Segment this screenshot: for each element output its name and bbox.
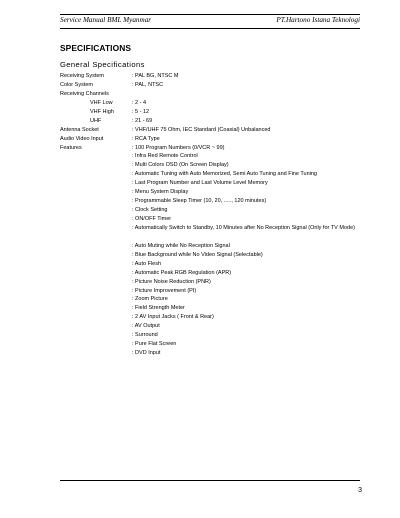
spec-row [60, 242, 360, 251]
spec-value: : DVD Input [132, 350, 161, 357]
spec-row [60, 108, 360, 117]
spec-value: : Zoom Picture [132, 296, 168, 303]
spec-value: : Last Program Number and Last Volume Level Memory [132, 180, 268, 187]
spec-row [60, 331, 360, 340]
spec-row [60, 295, 360, 304]
spec-row [60, 206, 360, 215]
spec-value: : Programmable Sleep Timer (10, 20, ....., 120 minutes) [132, 198, 267, 205]
page-header [60, 14, 360, 24]
header-right-text: PT.Hartono Istana Teknologi [276, 16, 360, 24]
spec-label: UHF [90, 117, 102, 124]
spec-row [60, 126, 360, 135]
spec-value: : AV Output [132, 323, 160, 330]
spec-value: : Automatic Tuning with Auto Memorized, Semi Auto Tuning and Fine Tuning [132, 171, 317, 178]
spec-row [60, 99, 360, 108]
spec-row [60, 215, 360, 224]
spec-value: : PAL BG, NTSC M [132, 73, 179, 79]
spec-row [60, 260, 360, 269]
spec-row [60, 251, 360, 260]
spec-row [60, 81, 360, 90]
spec-row [60, 224, 360, 242]
spec-value: : Menu System Display [132, 189, 189, 196]
spec-label: Receiving System [60, 73, 105, 79]
spec-value: : Auto Muting while No Reception Signal [132, 242, 230, 249]
header-bottom-rule [60, 28, 360, 29]
spec-label: Receiving Channels [60, 90, 109, 97]
spec-row [60, 179, 360, 188]
spec-row [60, 287, 360, 296]
spec-value: : Surround [132, 332, 158, 339]
spec-row [60, 322, 360, 331]
spec-value: : 2 - 4 [132, 99, 147, 106]
spec-value: : Automatically Switch to Standby, 10 Minutes after No Reception Signal (Only for TV Mode) [132, 224, 355, 231]
spec-value: : Field Strength Meter [132, 305, 185, 312]
footer-rule [60, 480, 360, 481]
spec-label: VHF Low [90, 99, 113, 106]
spec-value: : 2 AV Input Jacks ( Front & Rear) [132, 314, 214, 321]
spec-value: : ON/OFF Timer [132, 216, 172, 222]
spec-row [60, 144, 360, 153]
spec-label: Features [60, 144, 82, 151]
spec-value: : Picture Noise Reduction (PNR) [132, 278, 211, 285]
spec-value: : PAL, NTSC [132, 81, 164, 88]
spec-value: : Blue Background while No Video Signal (Selectable) [132, 251, 263, 258]
spec-table [60, 72, 360, 358]
spec-label: Antenna Socket [60, 126, 99, 133]
spec-row [60, 304, 360, 313]
spec-value: : VHF/UHF 75 Ohm, IEC Standard (Coaxial) Unbalanced [132, 126, 271, 133]
spec-row [60, 340, 360, 349]
spec-row [60, 152, 360, 161]
spec-row [60, 269, 360, 278]
spec-row [60, 72, 360, 81]
spec-value: : 21 - 69 [132, 117, 153, 124]
spec-label: Color System [60, 81, 94, 88]
spec-label: Audio Video Input [60, 135, 104, 142]
page-title: SPECIFICATIONS [60, 43, 132, 53]
spec-label: VHF High [90, 108, 114, 115]
spec-row [60, 278, 360, 287]
header-top-rule [60, 14, 360, 15]
spec-value: : Picture Improvement (PI) [132, 287, 197, 294]
spec-value: : RCA Type [132, 135, 160, 142]
spec-value: : Pure Flat Screen [132, 341, 177, 348]
spec-row [60, 135, 360, 144]
spec-value: : 100 Program Numbers (0/VCR ~ 99) [132, 144, 225, 151]
spec-row [60, 197, 360, 206]
spec-value: : Auto Flesh [132, 260, 162, 267]
spec-row [60, 170, 360, 179]
page-number: 3 [358, 487, 362, 494]
spec-value: : Infra Red Remote Control [132, 153, 198, 160]
spec-row [60, 349, 360, 358]
spec-row [60, 90, 360, 99]
spec-value: : Multi Colors OSD (On Screen Display) [132, 162, 229, 169]
spec-value: : Clock Setting [132, 207, 168, 214]
spec-value: : 5 - 12 [132, 108, 150, 115]
spec-row [60, 188, 360, 197]
spec-value: : Automatic Peak RGB Regulation (APR) [132, 269, 232, 276]
header-left-text: Service Manual BML Myanmar [60, 16, 152, 24]
spec-row [60, 117, 360, 126]
section-subtitle: General Specifications [60, 60, 145, 69]
spec-row [60, 313, 360, 322]
spec-row [60, 161, 360, 170]
